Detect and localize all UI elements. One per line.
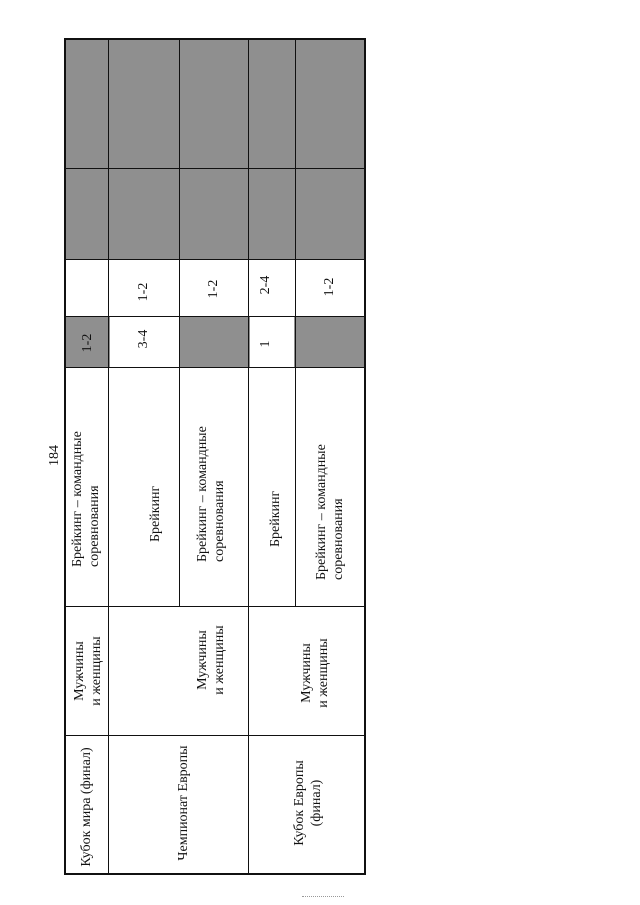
- place-cell: 1-2: [80, 333, 95, 353]
- gender-cell: Мужчины и женщины: [195, 625, 227, 695]
- competition-cell: Кубок Европы (финал): [292, 760, 324, 846]
- column-divider: [66, 735, 364, 736]
- row-divider: [108, 40, 109, 873]
- place-cell: 1-2: [206, 279, 221, 299]
- page-number: 184: [47, 445, 62, 466]
- column-divider: [66, 168, 364, 169]
- place-cell: 1: [258, 340, 273, 348]
- discipline-cell: Брейкинг: [148, 485, 163, 542]
- column-divider: [66, 259, 364, 260]
- place-cell: 1-2: [322, 277, 337, 297]
- competition-cell: Кубок мира (финал): [79, 747, 94, 867]
- discipline-cell: Брейкинг: [268, 490, 283, 547]
- shaded-cell: [179, 316, 250, 367]
- place-cell: 1-2: [136, 282, 151, 302]
- results-table: [64, 38, 366, 875]
- column-divider: [66, 606, 364, 607]
- competition-cell: Чемпионат Европы: [176, 745, 191, 861]
- row-divider: [179, 40, 180, 606]
- shaded-cell: [294, 316, 364, 367]
- discipline-cell: Брейкинг – командные соревнования: [314, 444, 346, 580]
- column-divider: [66, 367, 364, 368]
- gender-cell: Мужчины и женщины: [72, 636, 104, 706]
- shaded-cell: [66, 168, 364, 259]
- gender-cell: Мужчины и женщины: [299, 638, 331, 708]
- discipline-cell: Брейкинг – командные соревнования: [70, 431, 102, 567]
- place-cell: 2-4: [258, 275, 273, 295]
- scan-artifact: [302, 896, 344, 899]
- column-divider: [66, 316, 364, 317]
- place-cell: 3-4: [136, 329, 151, 349]
- shaded-cell: [66, 40, 364, 168]
- discipline-cell: Брейкинг – командные соревнования: [195, 426, 227, 562]
- row-divider: [248, 40, 249, 873]
- row-divider: [295, 40, 296, 606]
